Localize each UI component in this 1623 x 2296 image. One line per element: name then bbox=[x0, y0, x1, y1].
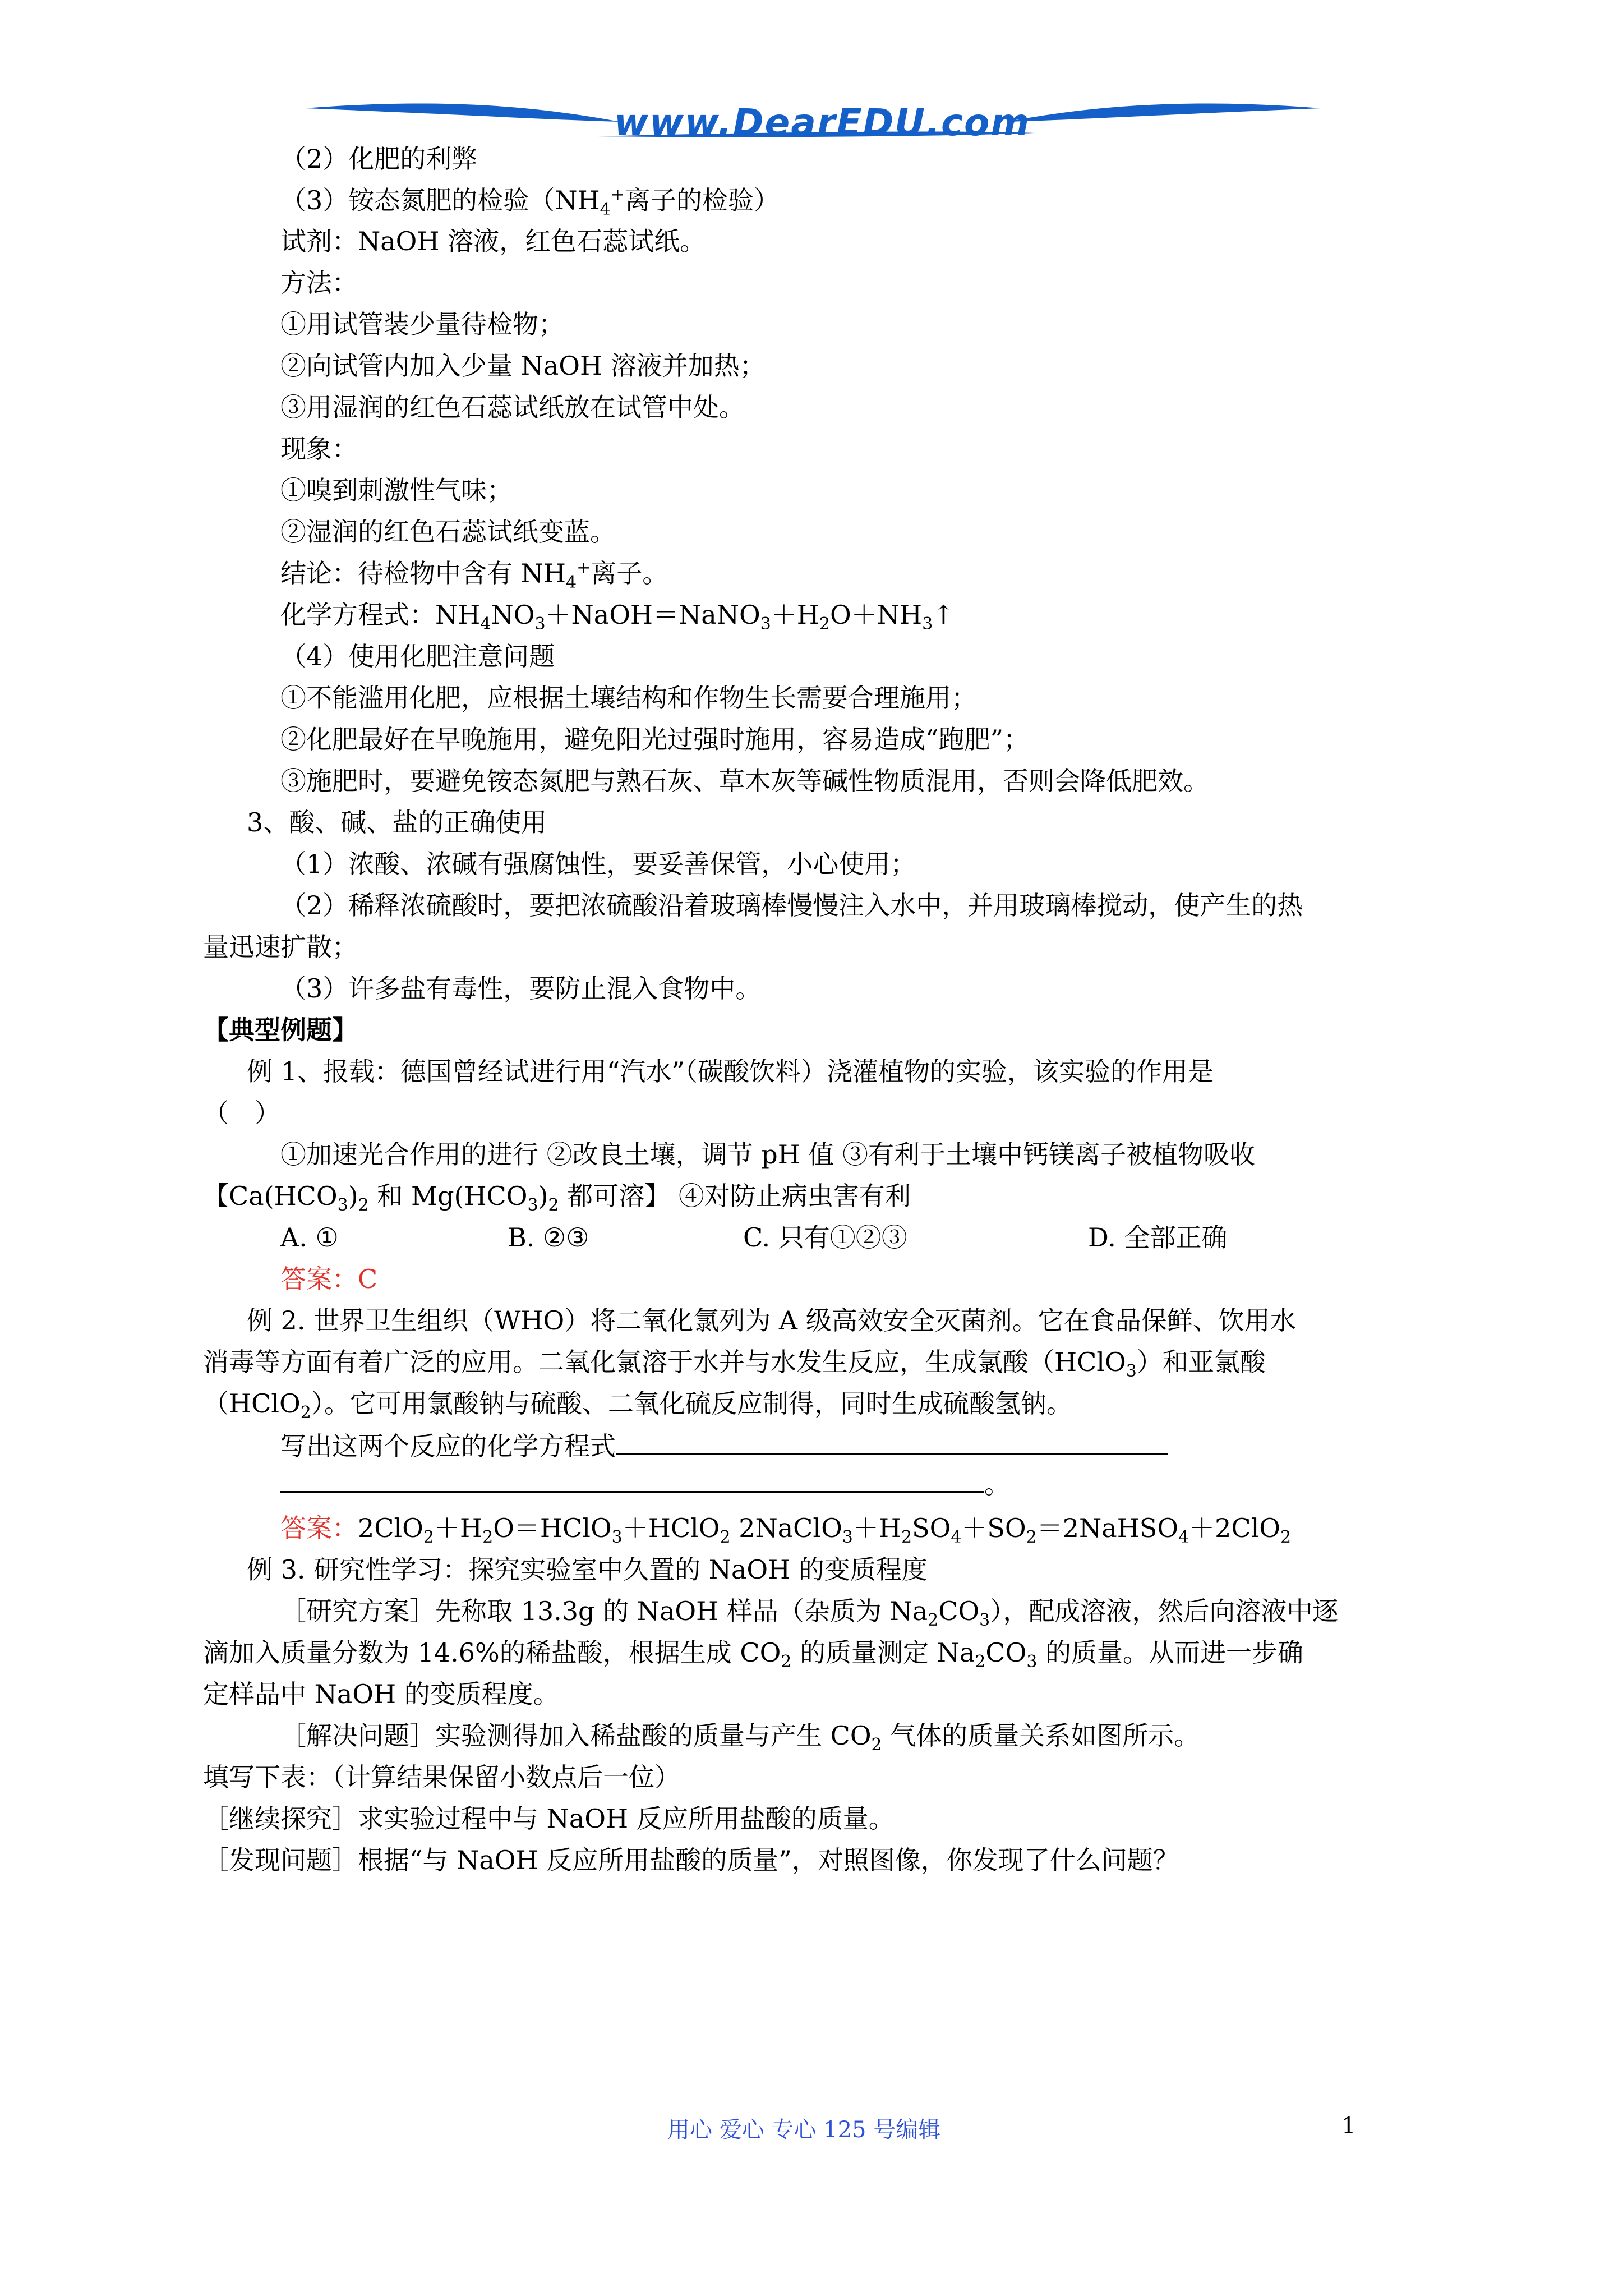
reagent-line: 试剂：NaOH 溶液，红色石蕊试纸。 bbox=[280, 226, 706, 256]
item-precautions-heading: （4）使用化肥注意问题 bbox=[280, 641, 555, 671]
footer-text: 用心 爱心 专心 125 号编辑 bbox=[667, 2117, 941, 2143]
example-3-continue: ［继续探究］求实验过程中与 NaOH 反应所用盐酸的质量。 bbox=[203, 1803, 895, 1834]
example-2-question: 例 2. 世界卫生组织（WHO）将二氧化氯列为 A 级高效安全灭菌剂。它在食品保鲜、饮用水 bbox=[247, 1305, 1296, 1336]
option-a[interactable]: A. ① bbox=[280, 1222, 339, 1253]
option-d[interactable]: D. 全部正确 bbox=[1088, 1222, 1228, 1253]
method-label: 方法： bbox=[280, 268, 358, 298]
precaution-1: ①不能滥用化肥，应根据土壤结构和作物生长需要合理施用； bbox=[280, 683, 977, 713]
page-number: 1 bbox=[1341, 2113, 1356, 2139]
example-3-plan-cont-2: 定样品中 NaOH 的变质程度。 bbox=[203, 1679, 559, 1709]
example-1-statements-cont: 【$Ca(HCO_3)_2$ 和 $Mg(HCO_3)_2$ 都可溶】 ④对防止病虫害有利 bbox=[203, 1181, 911, 1216]
example-1-blank: （ ） bbox=[203, 1098, 280, 1128]
option-b[interactable]: B. ②③ bbox=[508, 1222, 589, 1253]
precaution-3: ③施肥时，要避免铵态氮肥与熟石灰、草木灰等碱性物质混用，否则会降低肥效。 bbox=[280, 766, 1209, 796]
banner-swoosh-left bbox=[306, 103, 620, 122]
example-2-answer: 答案：$2ClO_2+H_2O=HClO_3+HClO_2$ $2NaClO_3+H_2SO_4+SO_2=2NaHSO_4+2ClO_2$ bbox=[280, 1513, 1292, 1548]
method-step-2: ②向试管内加入少量 NaOH 溶液并加热； bbox=[280, 351, 766, 381]
example-2-question-cont-2: （HClO$_2$）。它可用氯酸钠与硫酸、二氧化硫反应制得，同时生成硫酸氢钠。 bbox=[203, 1388, 1072, 1423]
example-2-blank-row: 。 bbox=[280, 1466, 1010, 1500]
item-fertilizer-pros-cons: （2）化肥的利弊 bbox=[280, 144, 478, 174]
example-3-plan-cont: 滴加入质量分数为 14.6%的稀盐酸，根据生成 $CO_2$ 的质量测定 $Na_2CO_3$ 的质量。从而进一步确 bbox=[203, 1637, 1304, 1672]
phenomenon-label: 现象： bbox=[280, 434, 358, 464]
section-3-heading: 3、酸、碱、盐的正确使用 bbox=[247, 807, 547, 838]
option-c[interactable]: C. 只有①②③ bbox=[743, 1222, 907, 1253]
item-ammonium-test-heading: （3）铵态氮肥的检验（$NH_4^+$离子的检验） bbox=[280, 185, 780, 220]
example-1-answer: 答案：C bbox=[280, 1264, 378, 1294]
method-step-3: ③用湿润的红色石蕊试纸放在试管中处。 bbox=[280, 392, 745, 422]
chemical-equation: 化学方程式：$NH_4NO_3+NaOH=NaNO_3+H_2O+NH_3↑$ bbox=[280, 600, 955, 634]
precaution-2: ②化肥最好在早晚施用，避免阳光过强时施用，容易造成“跑肥”； bbox=[280, 724, 1030, 754]
safety-2-cont: 量迅速扩散； bbox=[203, 932, 358, 962]
phenomenon-2: ②湿润的红色石蕊试纸变蓝。 bbox=[280, 517, 616, 547]
example-3-discover: ［发现问题］根据“与 NaOH 反应所用盐酸的质量”，对照图像，你发现了什么问题？ bbox=[203, 1845, 1179, 1875]
answer-blank-1[interactable] bbox=[616, 1428, 1168, 1455]
example-3-title: 例 3. 研究性学习：探究实验室中久置的 NaOH 的变质程度 bbox=[247, 1554, 928, 1585]
conclusion-line: 结论：待检物中含有 $NH_4^+$离子。 bbox=[280, 558, 668, 593]
example-2-question-cont: 消毒等方面有着广泛的应用。二氧化氯溶于水并与水发生反应，生成氯酸（HClO$_3$）和亚氯酸 bbox=[203, 1347, 1266, 1382]
banner-swoosh-right bbox=[1007, 103, 1321, 122]
example-2-prompt: 写出这两个反应的化学方程式 bbox=[280, 1428, 1168, 1462]
example-1-question: 例 1、报载：德国曾经试进行用“汽水”（碳酸饮料）浇灌植物的实验，该实验的作用是 bbox=[247, 1056, 1214, 1087]
safety-1: （1）浓酸、浓碱有强腐蚀性，要妥善保管，小心使用； bbox=[280, 849, 916, 879]
section-title-examples: 【典型例题】 bbox=[203, 1015, 358, 1045]
safety-3: （3）许多盐有毒性，要防止混入食物中。 bbox=[280, 973, 762, 1004]
example-1-options bbox=[280, 1221, 1402, 1254]
method-step-1: ①用试管装少量待检物； bbox=[280, 309, 564, 339]
phenomenon-1: ①嗅到刺激性气味； bbox=[280, 475, 513, 505]
answer-blank-2[interactable] bbox=[280, 1466, 984, 1493]
example-1-statements: ①加速光合作用的进行 ②改良土壤，调节 pH 值 ③有利于土壤中钙镁离子被植物吸收 bbox=[280, 1139, 1256, 1170]
safety-2: （2）稀释浓硫酸时，要把浓硫酸沿着玻璃棒慢慢注入水中，并用玻璃棒搅动，使产生的热 bbox=[280, 890, 1303, 921]
example-3-fill-table: 填写下表：（计算结果保留小数点后一位） bbox=[203, 1762, 680, 1792]
example-3-plan: ［研究方案］先称取 13.3g 的 NaOH 样品（杂质为 $Na_2CO_3$），配成溶液，然后向溶液中逐 bbox=[280, 1596, 1339, 1631]
site-logo-text: www.DearEDU.com bbox=[614, 101, 1031, 144]
example-3-solve: ［解决问题］实验测得加入稀盐酸的质量与产生 $CO_2$ 气体的质量关系如图所示。 bbox=[280, 1720, 1200, 1755]
